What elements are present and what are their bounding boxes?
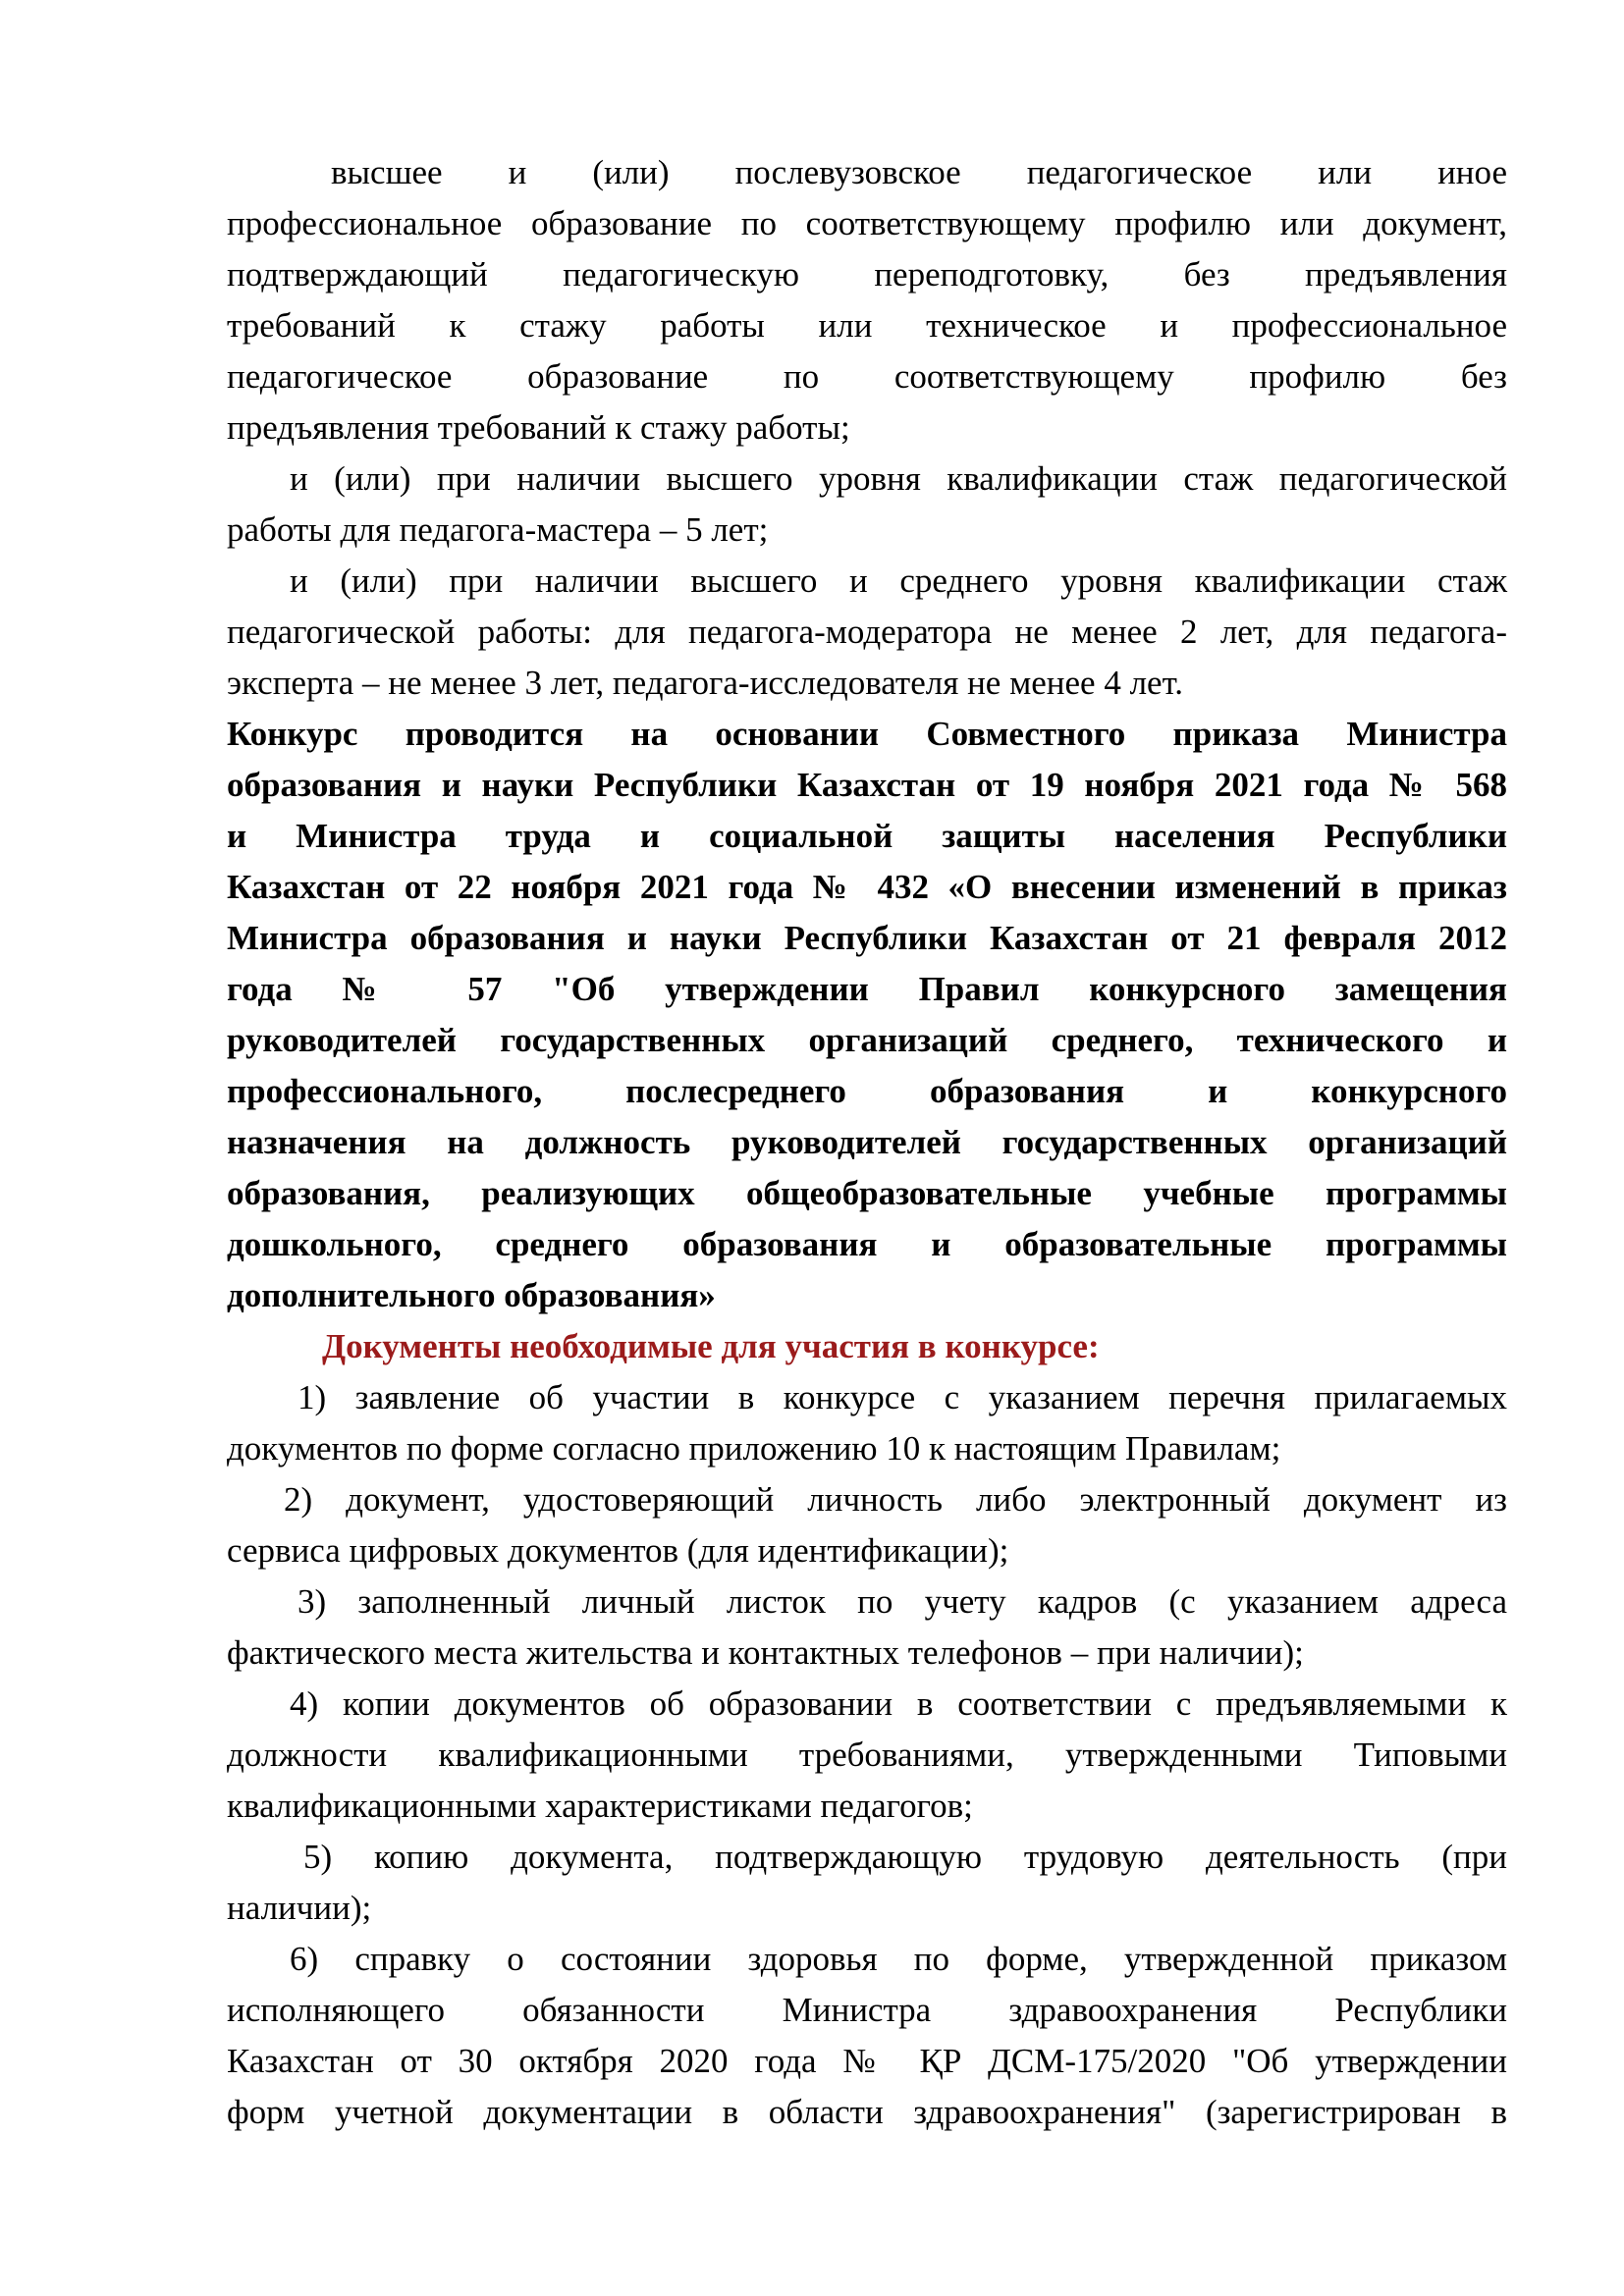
text-line: подтверждающий педагогическую переподготовку, без предъявления <box>227 255 1507 294</box>
item-2-identity-document <box>227 1474 1507 1576</box>
text-line: профессионального, послесреднего образования и конкурсного <box>227 1072 1507 1110</box>
text-line: назначения на должность руководителей государственных организаций <box>227 1123 1507 1161</box>
text-line: исполняющего обязанности Министра здравоохранения Республики <box>227 1991 1507 2029</box>
para-master-experience <box>227 454 1507 556</box>
item-5-employment-copy <box>227 1832 1507 1934</box>
text-line: эксперта – не менее 3 лет, педагога-исследователя не менее 4 лет. <box>227 664 1183 702</box>
text-line: 4) копии документов об образовании в соответствии с предъявляемыми к <box>290 1684 1507 1723</box>
text-line: Министра образования и науки Республики Казахстан от 21 февраля 2012 <box>227 919 1507 957</box>
text-line: высшее и (или) послевузовское педагогическое или иное <box>331 153 1507 191</box>
text-line: Казахстан от 30 октября 2020 года № ҚР ДСМ-175/2020 "Об утверждении <box>227 2042 1507 2080</box>
item-3-personnel-record <box>227 1576 1507 1679</box>
text-line: Казахстан от 22 ноября 2021 года № 432 «О внесении изменений в приказ <box>227 868 1507 906</box>
text-line: квалификационными характеристиками педагогов; <box>227 1787 973 1825</box>
text-line: дошкольного, среднего образования и образовательные программы <box>227 1225 1507 1263</box>
text-line: профессиональное образование по соответствующему профилю или документ, <box>227 204 1507 242</box>
text-line: образования, реализующих общеобразовательные учебные программы <box>227 1174 1507 1212</box>
heading-required-documents <box>227 1321 1507 1372</box>
text-line: педагогической работы: для педагога-модератора не менее 2 лет, для педагога- <box>227 613 1507 651</box>
text-line: требований к стажу работы или техническое и профессиональное <box>227 306 1507 345</box>
text-line: Документы необходимые для участия в конкурсе: <box>322 1327 1100 1365</box>
text-line: дополнительного образования» <box>227 1276 716 1314</box>
text-line: и Министра труда и социальной защиты населения Республики <box>227 817 1507 855</box>
text-line: 3) заполненный личный листок по учету кадров (с указанием адреса <box>298 1582 1507 1621</box>
text-line: сервиса цифровых документов (для идентификации); <box>227 1531 1009 1570</box>
para-competition-basis <box>227 709 1507 1321</box>
text-line: 1) заявление об участии в конкурсе с указанием перечня прилагаемых <box>298 1378 1507 1416</box>
text-line: Конкурс проводится на основании Совместного приказа Министра <box>227 715 1507 753</box>
item-4-education-copies <box>227 1679 1507 1832</box>
item-6-health-certificate <box>227 1934 1507 2138</box>
text-line: образования и науки Республики Казахстан от 19 ноября 2021 года № 568 <box>227 766 1507 804</box>
item-1-application <box>227 1372 1507 1474</box>
para-qualification-requirements <box>227 147 1507 454</box>
text-line: 2) документ, удостоверяющий личность либо электронный документ из <box>284 1480 1507 1519</box>
para-moderator-expert-experience <box>227 556 1507 709</box>
text-line: 5) копию документа, подтверждающую трудовую деятельность (при <box>303 1838 1507 1876</box>
text-line: педагогическое образование по соответствующему профилю без <box>227 357 1507 396</box>
text-line: форм учетной документации в области здравоохранения" (зарегистрирован в <box>227 2093 1507 2131</box>
text-line: наличии); <box>227 1889 372 1927</box>
document-text-block <box>227 147 1507 2138</box>
text-line: документов по форме согласно приложению 10 к настоящим Правилам; <box>227 1429 1281 1468</box>
text-line: года № 57 "Об утверждении Правил конкурсного замещения <box>227 970 1507 1008</box>
text-line: и (или) при наличии высшего уровня квалификации стаж педагогической <box>290 459 1507 498</box>
text-line: руководителей государственных организаций среднего, технического и <box>227 1021 1507 1059</box>
text-line: предъявления требований к стажу работы; <box>227 408 850 447</box>
text-line: работы для педагога-мастера – 5 лет; <box>227 510 769 549</box>
text-line: фактического места жительства и контактных телефонов – при наличии); <box>227 1633 1304 1672</box>
text-line: должности квалификационными требованиями, утвержденными Типовыми <box>227 1735 1507 1774</box>
text-line: 6) справку о состоянии здоровья по форме, утвержденной приказом <box>290 1940 1507 1978</box>
text-line: и (или) при наличии высшего и среднего уровня квалификации стаж <box>290 561 1507 600</box>
